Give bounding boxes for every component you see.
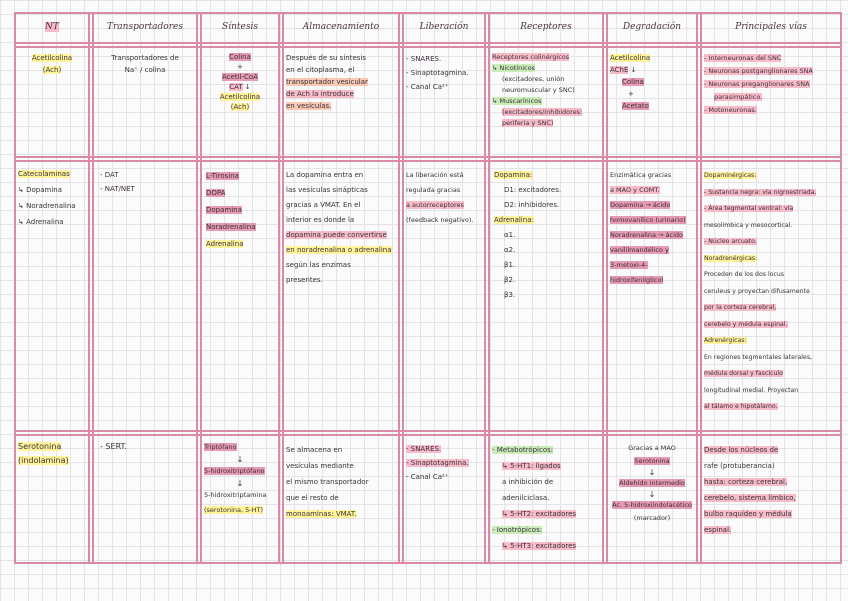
row1-synthesis: Colina + Acetil-CoA CAT ↓ Acetilcolina (Ach) [219, 53, 261, 111]
row3-degradation: Gracias a MAO Serotonina ↓ Aldehído intermedio ↓ Ác. 5-hidroxiindolacético (marcador) [612, 444, 692, 522]
table-border-bottom [14, 562, 842, 564]
row-divider-2-double [14, 434, 842, 436]
header-almacenamiento: Almacenamiento [302, 22, 380, 32]
col-border-2b [200, 12, 202, 564]
row1-degradation: Acetilcolina AChE ↓ Colina + Acetato [610, 54, 651, 110]
col-border-7b [700, 12, 702, 564]
header-receptores: Receptores [520, 22, 572, 32]
row2-synthesis: L-Tirosina DOPA Dopamina Noradrenalina Adrenalina [206, 172, 256, 248]
col-border-8 [840, 12, 842, 564]
col-border-1 [88, 12, 90, 564]
row1-storage: Después de su síntesis en el citoplasma, el transportador vesicular de Ach la introduce en vesículas. [286, 54, 368, 110]
col-border-6 [602, 12, 604, 564]
row3-transport: - SERT. [100, 442, 128, 451]
row2-receptors: Dopamina: D1: excitadores. D2: inhibidores. Adrenalina: α1. α2. β1. β2. β3. [494, 171, 562, 299]
col-border-6b [606, 12, 608, 564]
col-border-5 [484, 12, 486, 564]
col-border-4 [398, 12, 400, 564]
header-degradacion: Degradación [622, 22, 682, 32]
col-border-4b [402, 12, 404, 564]
row2-storage: La dopamina entra en las vesículas sinápticas gracias a VMAT. En el interior es donde la dopamina puede convertirse en noradrenalina o adrenalina según las enzimas presentes. [286, 171, 392, 284]
row3-release: - SNARES. - Sinaptotagmina. - Canal Ca²⁺ [406, 445, 469, 481]
col-border-2 [196, 12, 198, 564]
notes-table [14, 12, 842, 564]
header-sintesis: Síntesis [222, 22, 258, 32]
row2-transport: - DAT - NAT/NET [100, 171, 135, 193]
header-transportadores: Transportadores [107, 22, 183, 32]
row3-synthesis: Triptófano ↓ 5-hidroxitriptófano ↓ 5-hidroxitriptamina (serotonina, 5-HT) [204, 443, 267, 514]
row3-receptors: - Metabotrópicos: ↳ 5-HT1: ligados a inhibición de adenilciclasa. ↳ 5-HT2: excitadores - Ionotrópicos: ↳ 5-HT3: excitadores [492, 446, 577, 550]
row2-nt: Catecolaminas ↳ Dopamina ↳ Noradrenalina ↳ Adrenalina [18, 170, 76, 226]
row-divider-1 [14, 156, 842, 158]
row3-pathways: Desde los núcleos de rafe (protuberancia) hasta: corteza cerebral, cerebelo, sistema límbico, bulbo raquídeo y médula espinal. [704, 446, 796, 534]
row-divider-2 [14, 430, 842, 432]
col-border-1b [92, 12, 94, 564]
row3-storage: Se almacena en vesículas mediante el mismo transportador que el resto de monoaminas: VMAT. [286, 446, 369, 518]
header-divider-double [14, 46, 842, 48]
row2-degradation: Enzimática gracias a MAO y COMT. Dopamina → ácido homovanílico (urinario) Noradrenalina → ácido vanililmandélico y 3-metoxi-4-hidroxifenilglicol [610, 171, 686, 284]
row2-pathways: Dopaminérgicas: - Sustancia negra: vía nigroestriada. - Área tegmental ventral: vía mesolímbica y mesocortical. - Núcleo arcuato. Noradrenérgicas: Proceden de los dos locus ceruleus y proyectan difusamente por la corteza cerebral, cerebelo y médula espinal. Adrenérgicas: En regiones tegmentales laterales, médula dorsal y fascículo longitudinal medial. Proyectan al tálamo e hipotálamo. [704, 172, 817, 410]
col-border-3 [278, 12, 280, 564]
row1-receptors: Receptores colinérgicos ↳ Nicotínicos (excitadores, unión neuromuscular y SNC) ↳ Muscarínicos (excitadores/inhibidores: periferia y SNC) [492, 53, 583, 127]
col-border-5b [488, 12, 490, 564]
row1-release: - SNARES. - Sinaptotagmina. - Canal Ca²⁺ [406, 55, 469, 91]
row1-pathways: - Interneuronas del SNC - Neuronas postganglionares SNA - Neuronas preganglionares SNA parasimpático. - Motoneuronas. [704, 54, 813, 114]
header-principales-vias: Principales vías [735, 22, 807, 32]
row2-release: La liberación está regulada gracias a autorreceptores (feedback negativo). [406, 171, 474, 224]
col-border-0 [14, 12, 16, 564]
col-border-7 [696, 12, 698, 564]
header-divider [14, 42, 842, 44]
col-border-3b [282, 12, 284, 564]
header-nt: NT [45, 22, 59, 32]
header-liberacion: Liberación [419, 22, 469, 32]
row3-nt: Serotonina (indolamina) [18, 442, 69, 465]
row-divider-1-double [14, 160, 842, 162]
row1-transport: Transportadores de Na⁺ / colina [111, 54, 179, 74]
row1-nt: Acetilcolina (Ach) [31, 54, 73, 74]
